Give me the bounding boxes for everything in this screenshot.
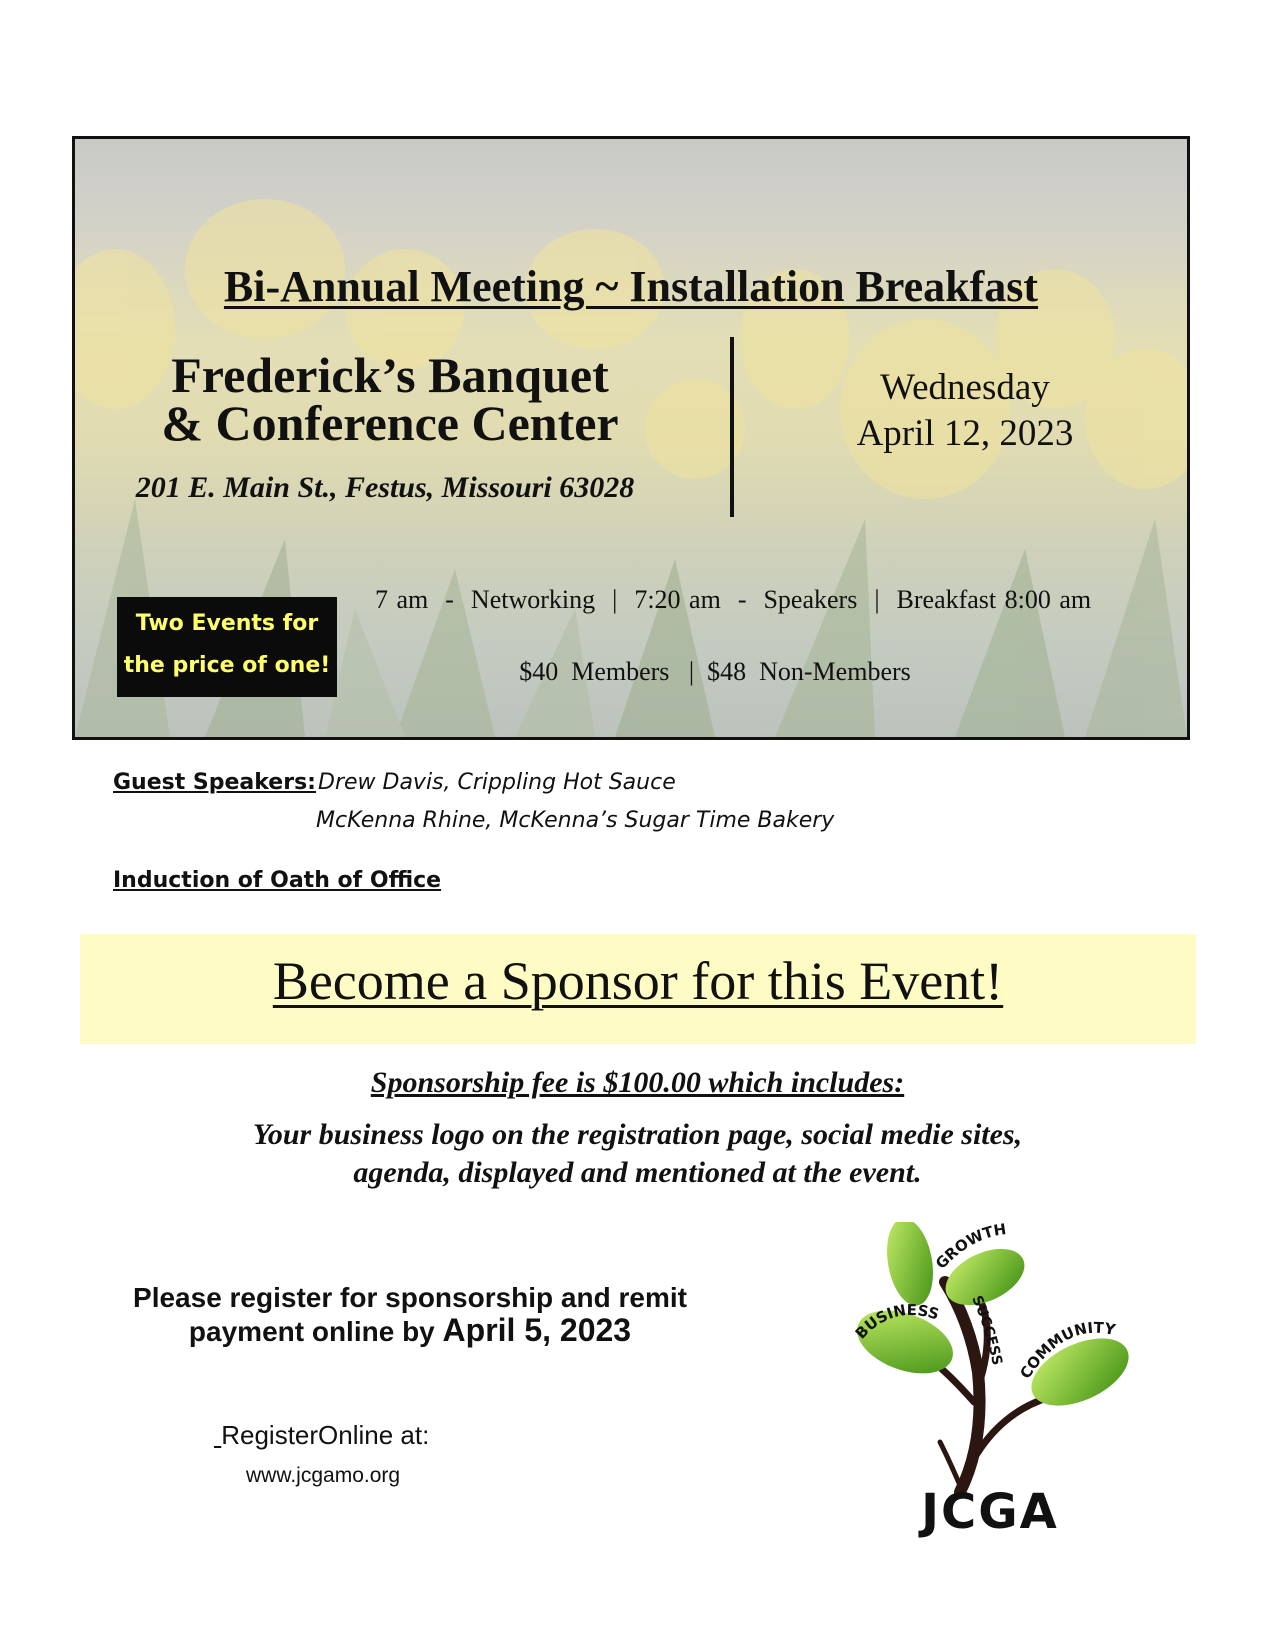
venue-address: 201 E. Main St., Festus, Missouri 63028 — [135, 471, 635, 504]
registration-line-1: Please register for sponsorship and remit — [133, 1282, 687, 1313]
logo-word-growth: GROWTH — [932, 1222, 1008, 1273]
benefits-line-2: agenda, displayed and mentioned at the event. — [353, 1156, 922, 1189]
registration-line-2 — [60, 1314, 760, 1348]
guest-speaker-2: McKenna Rhine, McKenna’s Sugar Time Bakery — [316, 808, 835, 833]
induction-heading: Induction of Oath of Office — [113, 868, 442, 893]
register-url-link[interactable]: www.jcgamo.org — [246, 1464, 401, 1487]
venue-line-1: Frederick’s Banquet — [171, 347, 609, 403]
event-date — [765, 365, 1165, 457]
logo-word-community: COMMUNITY — [1016, 1318, 1117, 1382]
event-banner — [72, 136, 1190, 740]
event-title: Bi-Annual Meeting ~ Installation Breakfast — [223, 262, 1039, 311]
event-date-text: April 12, 2023 — [856, 413, 1074, 454]
sponsorship-fee: Sponsorship fee is $100.00 which includes: — [370, 1066, 905, 1099]
venue-name — [105, 347, 675, 451]
benefits-line-1: Your business logo on the registration page, social medie sites, — [252, 1118, 1023, 1151]
sponsor-title: Become a Sponsor for this Event! — [272, 951, 1004, 1011]
event-weekday: Wednesday — [880, 367, 1050, 408]
promo-badge-line-2: the price of one! — [123, 653, 331, 678]
promo-badge — [117, 597, 337, 697]
vertical-divider — [730, 337, 734, 517]
venue-line-2: & Conference Center — [161, 395, 619, 451]
event-pricing: $40 Members | $48 Non-Members — [519, 657, 911, 686]
promo-badge-line-1: Two Events for — [135, 611, 319, 636]
registration-line-2-prefix: payment online by — [188, 1316, 443, 1347]
guest-speaker-1: Drew Davis, Crippling Hot Sauce — [318, 770, 676, 795]
logo-word-success: SUCCESS — [968, 1293, 1005, 1367]
guest-speakers-label: Guest Speakers: — [113, 770, 316, 795]
logo-word-business: BUSINESS — [851, 1300, 942, 1343]
jcga-logo-text: JCGA — [921, 1484, 1059, 1540]
registration-deadline: April 5, 2023 — [442, 1312, 632, 1348]
sponsorship-benefits — [120, 1116, 1155, 1192]
event-schedule: 7 am - Networking | 7:20 am - Speakers | Breakfast 8:00 am — [375, 585, 1092, 614]
register-online-text: RegisterOnline at: — [221, 1420, 430, 1450]
register-online-label — [214, 1420, 429, 1451]
registration-instructions — [60, 1282, 760, 1348]
sponsor-banner — [80, 934, 1196, 1044]
